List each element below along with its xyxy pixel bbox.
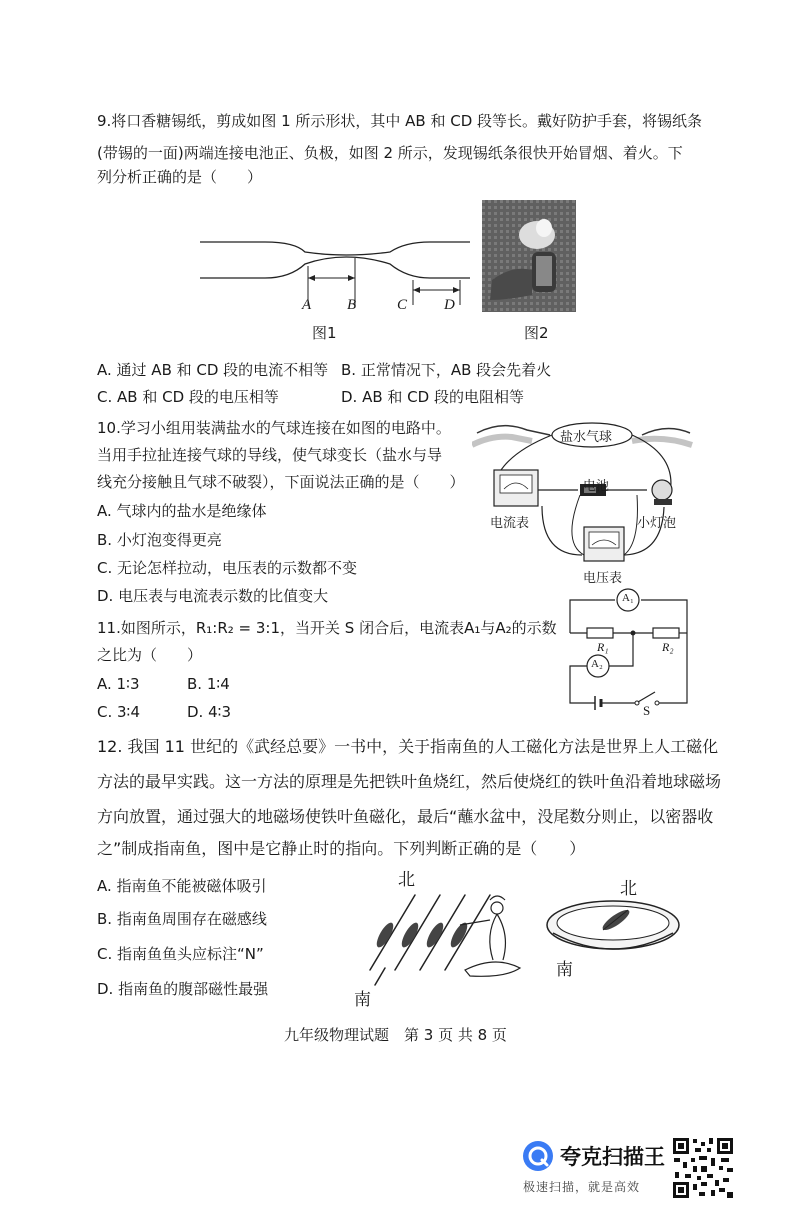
q11-label-switch: S [643, 703, 651, 718]
watermark-slogan: 极速扫描，就是高效 [523, 1180, 641, 1194]
q12-fig2-north: 北 [620, 879, 637, 899]
q10-label-voltmeter: 电压表 [583, 571, 623, 586]
q12-option-a: A. 指南鱼不能被磁体吸引 [97, 877, 267, 895]
q9-option-c: C. AB 和 CD 段的电压相等 [97, 388, 279, 406]
q9-option-b: B. 正常情况下，AB 段会先着火 [341, 361, 552, 379]
q11-label-r2: R₂ [662, 640, 674, 654]
q9-figure-2-photo [482, 200, 576, 312]
q12-stem-line-2: 方法的最早实践。这一方法的原理是先把铁叶鱼烧红，然后使烧红的铁叶鱼沿着地球磁场 [97, 772, 722, 791]
q9-option-a: A. 通过 AB 和 CD 段的电流不相等 [97, 361, 329, 379]
q12-fig1-north: 北 [398, 870, 415, 890]
q11-option-b: B. 1∶4 [187, 675, 230, 693]
q9-figure-1-tin-foil [195, 230, 475, 320]
q10-stem-line-3: 线充分接触且气球不破裂），下面说法正确的是（ ） [97, 473, 465, 491]
q11-label-a2: A₂ [591, 658, 603, 670]
q11-option-d: D. 4∶3 [187, 703, 232, 721]
scanner-logo-icon [522, 1140, 554, 1172]
q10-stem-line-2: 当用手拉扯连接气球的导线，使气球变长（盐水与导 [97, 446, 443, 464]
q10-option-d: D. 电压表与电流表示数的比值变大 [97, 587, 329, 605]
qr-code-icon [671, 1136, 735, 1200]
q11-label-a1: A₁ [622, 592, 634, 604]
q11-option-c: C. 3∶4 [97, 703, 141, 721]
watermark-brand: 夸克扫描王 [560, 1145, 665, 1169]
q10-stem-line-1: 10.学习小组用装满盐水的气球连接在如图的电路中。 [97, 419, 451, 437]
q12-option-d: D. 指南鱼的腹部磁性最强 [97, 980, 269, 998]
q10-option-a: A. 气球内的盐水是绝缘体 [97, 502, 267, 520]
q11-option-a: A. 1∶3 [97, 675, 140, 693]
q11-circuit-diagram [565, 588, 695, 718]
q11-label-r1: R₁ [597, 640, 609, 654]
q9-stem-line-2: (带锡的一面)两端连接电池正、负极，如图 2 所示，发现锡纸条很快开始冒烟、着火。下 [97, 144, 683, 162]
q11-stem-line-2: 之比为（ ） [97, 646, 203, 664]
q10-option-c: C. 无论怎样拉动，电压表的示数都不变 [97, 559, 358, 577]
q10-label-battery: 电池 [583, 479, 610, 494]
q12-option-c: C. 指南鱼鱼头应标注“N” [97, 945, 264, 963]
q9-label-d: D [444, 297, 455, 313]
q12-stem-line-3: 方向放置，通过强大的地磁场使铁叶鱼磁化，最后“蘸水盆中，没尾数分则止，以密器收 [97, 807, 714, 826]
page-footer: 九年级物理试题 第 3 页 共 8 页 [284, 1026, 507, 1044]
q9-label-b: B [347, 297, 357, 313]
q11-stem-line-1: 11.如图所示，R₁:R₂ = 3:1，当开关 S 闭合后，电流表A₁与A₂的示数 [97, 619, 557, 637]
q9-figure-1-caption: 图1 [312, 324, 337, 342]
q9-stem-line-3: 列分析正确的是（ ） [97, 168, 263, 186]
q12-stem-line-4: 之”制成指南鱼，图中是它静止时的指向。下列判断正确的是（ ） [97, 839, 586, 858]
q12-fig1-south: 南 [354, 990, 371, 1010]
q9-stem-line-1: 9.将口香糖锡纸，剪成如图 1 所示形状，其中 AB 和 CD 段等长。戴好防护手套，将锡纸条 [97, 112, 703, 130]
q10-label-ammeter: 电流表 [490, 516, 530, 531]
q12-magnetization-figure [355, 890, 530, 990]
q12-compass-bowl-figure [543, 895, 683, 960]
q10-label-balloon: 盐水气球 [560, 430, 613, 445]
q12-stem-line-1: 12. 我国 11 世纪的《武经总要》一书中，关于指南鱼的人工磁化方法是世界上人工磁化 [97, 737, 719, 756]
q9-label-c: C [397, 297, 408, 313]
q10-label-bulb: 小灯泡 [637, 516, 677, 531]
q10-option-b: B. 小灯泡变得更亮 [97, 531, 222, 549]
q9-label-a: A [302, 297, 312, 313]
q9-option-d: D. AB 和 CD 段的电阻相等 [341, 388, 524, 406]
q12-fig2-south: 南 [556, 960, 573, 980]
q9-figure-2-caption: 图2 [524, 324, 549, 342]
q12-option-b: B. 指南鱼周围存在磁感线 [97, 910, 267, 928]
